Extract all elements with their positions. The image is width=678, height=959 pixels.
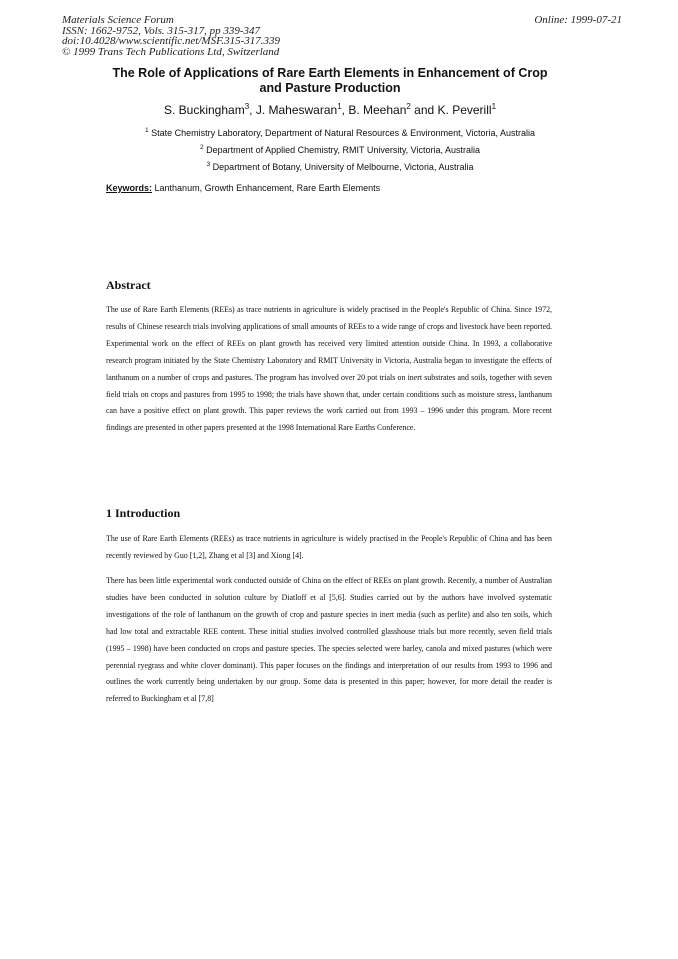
keywords-text: Lanthanum, Growth Enhancement, Rare Earth Elements [154, 183, 381, 193]
author-separator: and [410, 103, 438, 117]
issn-line: ISSN: 1662-9752, Vols. 315-317, pp 339-347 [62, 24, 260, 37]
author-affil-marker: 3 [244, 102, 250, 111]
abstract-text: The use of Rare Earth Elements (REEs) as trace nutrients in agriculture is widely practised in the People's Republic of China. Since 1972, results of Chinese research trials involving applications of small amounts of REEs to a wide range of crops and livestock have been reported. Experimental work on the effect of REEs on plant growth has received very limited attention outside China. In 1993, a collaborative research program initiated by the State Chemistry Laboratory and RMIT University in Victoria, Australia began to investigate the effects of lanthanum on a number of crops and pastures. The program has involved over 20 pot trials on inert substrates and soils, together with seven field trials on crops and pastures from 1995 to 1998; the trials have shown that, under certain conditions such as moisture stress, lanthanum can have a positive effect on plant growth. This paper reviews the work carried out from 1993 – 1996 under this program. More recent findings are presented in other papers presented at the 1998 International Rare Earths Conference. [106, 305, 552, 433]
paper-title: The Role of Applications of Rare Earth Elements in Enhancement of Crop and Pasture Production [112, 66, 548, 95]
author-separator: , [249, 103, 256, 117]
affiliation-text: Department of Applied Chemistry, RMIT University, Victoria, Australia [206, 145, 481, 155]
affiliation-marker: 3 [206, 161, 211, 168]
author-affil-marker: 2 [406, 102, 411, 111]
affiliation-text: Department of Botany, University of Melbourne, Victoria, Australia [212, 162, 474, 172]
introduction-heading: 1 Introduction [106, 506, 181, 520]
affiliation-marker: 2 [199, 144, 204, 151]
author-name: K. Peverill [437, 103, 492, 117]
journal-header [62, 15, 622, 57]
copyright-line: © 1999 Trans Tech Publications Ltd, Switzerland [62, 45, 280, 58]
abstract-heading: Abstract [106, 278, 151, 292]
affiliation-text: State Chemistry Laboratory, Department of Natural Resources & Environment, Victoria, Australia [151, 128, 535, 138]
journal-name: Materials Science Forum [62, 14, 174, 26]
author-name: S. Buckingham [163, 103, 245, 117]
author-affil-marker: 1 [337, 102, 342, 111]
author-list [100, 102, 560, 117]
author-name: J. Maheswaran [255, 103, 338, 117]
affiliation-2 [90, 144, 590, 155]
online-date: Online: 1999-07-21 [534, 14, 622, 26]
doi-line: doi:10.4028/www.scientific.net/MSF.315-317.339 [62, 35, 281, 47]
affiliation-1 [90, 127, 590, 138]
keywords-line [106, 183, 380, 193]
introduction-paragraph-1: The use of Rare Earth Elements (REEs) as trace nutrients in agriculture is widely practised in the People's Republic of China and has been recently reviewed by Guo [1,2], Zhang et al [3] and Xiong [4]. [106, 534, 552, 560]
keywords-label: Keywords: [106, 183, 153, 193]
author-affil-marker: 1 [491, 102, 497, 111]
introduction-paragraph-2: There has been little experimental work conducted outside of China on the effect of REEs on plant growth. Recently, a number of Australian studies have been conducted in solution culture by Diatloff et al [5,6]. Studies carried out by the authors have involved systematic investigations of the role of lanthanum on the growth of crop and pasture species in inert media (such as perlite) and also ten soils, which had low total and extractable REE content. These initial studies involved controlled glasshouse trials but more recently, seven field trials (1995 – 1998) have been conducted on crops and pasture species. The species selected were barley, canola and mixed pastures (which were perennial ryegrass and white clover dominant). This paper focuses on the findings and interpretation of our results from 1993 to 1996 and outlines the work currently being undertaken by our group. Some data is presented in this paper; however, for more detail the reader is referred to Buckingham et al [7,8] [106, 576, 552, 704]
affiliation-marker: 1 [145, 127, 149, 134]
affiliation-3 [90, 161, 590, 172]
author-name: B. Meehan [348, 103, 407, 117]
author-separator: , [341, 103, 349, 117]
